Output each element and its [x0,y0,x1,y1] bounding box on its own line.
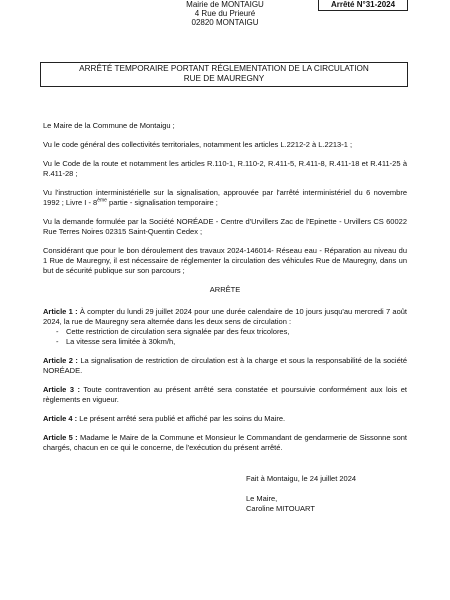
preamble-request: Vu la demande formulée par la Société NORÉADE - Centre d'Urvillers Zac de l'Epinette - Urvillers CS 60022 Rue Terres Noires 02315 Saint-Quentin Cedex ; [43,217,407,236]
article-5-label: Article 5 : [43,433,78,442]
article-2-text: La signalisation de restriction de circulation est à la charge et sous la responsabilité de la société NORÉADE. [43,356,407,375]
article-1-list [43,327,407,347]
preamble-considering: Considérant que pour le bon déroulement des travaux 2024-146014- Réseau eau - Réparation au niveau du 1 Rue de Mauregny, il est nécessaire de réglementer la circulation des véhicules Rue de Mauregny, dans un but de sécurité publique sur son parcours ; [43,246,407,275]
document-title-line-2: RUE DE MAUREGNY [183,74,265,83]
signature-block [246,474,356,514]
article-2-label: Article 2 : [43,356,78,365]
article-3 [43,385,407,405]
signature-place-date: Fait à Montaigu, le 24 juillet 2024 [246,474,357,483]
document-title-line-1: ARRÊTÉ TEMPORAIRE PORTANT RÉGLEMENTATION DE LA CIRCULATION [79,64,369,73]
issuer-street: 4 Rue du Prieuré [194,9,256,18]
article-4-label: Article 4 : [43,414,78,423]
document-title-box [40,62,408,87]
decision-heading: ARRÊTE [209,285,241,294]
signature-role: Le Maire, [246,494,278,503]
preamble-instruction [43,188,407,208]
issuer-address [150,0,300,27]
instruction-text-end: partie - signalisation temporaire ; [106,198,218,207]
article-3-text: Toute contravention au présent arrêté sera constatée et poursuivie conformément aux lois et règlements en vigueur. [43,385,407,404]
article-1-label: Article 1 : [43,307,78,316]
document-body [43,121,407,462]
article-4-text: Le présent arrêté sera publié et affiché par les soins du Maire. [77,414,286,423]
article-5 [43,433,407,453]
preamble-mayor: Le Maire de la Commune de Montaigu ; [43,121,175,130]
preamble-code-route: Vu le Code de la route et notamment les articles R.110-1, R.110-2, R.411-5, R.411-8, R.411-18 et R.411-25 à R.411-28 ; [43,159,407,178]
article-5-text: Madame le Maire de la Commune et Monsieur le Commandant de gendarmerie de Sissonne sont chargés, chacun en ce qui le concerne, de l'exécution du présent arrêté. [43,433,407,452]
article-1-text: À compter du lundi 29 juillet 2024 pour une durée calendaire de 10 jours jusqu'au mercredi 7 août 2024, la rue de Mauregny sera alternée dans les deux sens de circulation : [43,307,408,326]
issuer-name: Mairie de MONTAIGU [186,0,264,9]
instruction-text: Vu l'instruction interministérielle sur la signalisation, approuvée par l'arrêté interministériel du 6 novembre 1992 ; Livre I - 8 [43,188,407,207]
arrete-number-box: Arrêté N°31-2024 [318,0,408,11]
signature-name: Caroline MITOUART [246,504,315,513]
article-1 [43,307,407,327]
article-3-label: Article 3 : [43,385,81,394]
article-2 [43,356,407,376]
instruction-superscript: ème [97,197,107,204]
list-item: - Cette restriction de circulation sera signalée par des feux tricolores, [43,327,407,337]
list-item: - La vitesse sera limitée à 30km/h, [43,337,407,347]
issuer-city: 02820 MONTAIGU [191,18,259,27]
article-4 [43,414,407,424]
preamble-cgct: Vu le code général des collectivités territoriales, notamment les articles L.2212-2 à L.2213-1 ; [43,140,353,149]
